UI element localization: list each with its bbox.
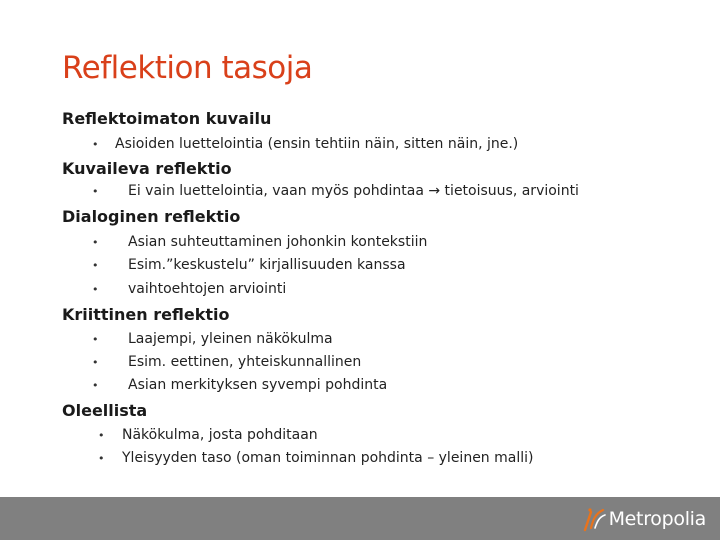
bullet-icon: • xyxy=(92,138,99,151)
list-item: Ei vain luettelointia, vaan myös pohdintaa → tietoisuus, arviointi xyxy=(128,183,579,199)
list-item: Asian suhteuttaminen johonkin kontekstiin xyxy=(128,234,428,250)
list-item: Laajempi, yleinen näkökulma xyxy=(128,331,333,347)
bullet-icon: • xyxy=(92,185,99,198)
bullet-icon: • xyxy=(92,356,99,369)
logo-text: Metropolia xyxy=(608,508,706,530)
section-heading-reflektoimaton: Reflektoimaton kuvailu xyxy=(62,109,272,128)
bullet-icon: • xyxy=(92,236,99,249)
list-item: Asioiden luettelointia (ensin tehtiin näin, sitten näin, jne.) xyxy=(115,136,519,152)
slide-title: Reflektion tasoja xyxy=(62,50,313,86)
bullet-icon: • xyxy=(92,283,99,296)
list-item: Yleisyyden taso (oman toiminnan pohdinta – yleinen malli) xyxy=(122,450,534,466)
list-item: Näkökulma, josta pohditaan xyxy=(122,427,318,443)
metropolia-logo xyxy=(581,505,706,533)
list-item: Asian merkityksen syvempi pohdinta xyxy=(128,377,388,393)
bullet-icon: • xyxy=(98,452,105,465)
bullet-icon: • xyxy=(92,379,99,392)
list-item: vaihtoehtojen arviointi xyxy=(128,281,287,297)
section-heading-kuvaileva: Kuvaileva reflektio xyxy=(62,159,232,178)
bullet-icon: • xyxy=(98,429,105,442)
section-heading-kriittinen: Kriittinen reflektio xyxy=(62,305,230,324)
section-heading-dialoginen: Dialoginen reflektio xyxy=(62,207,241,226)
section-heading-oleellista: Oleellista xyxy=(62,401,148,420)
list-item: Esim.”keskustelu” kirjallisuuden kanssa xyxy=(128,257,406,273)
bullet-icon: • xyxy=(92,333,99,346)
footer-bar xyxy=(0,497,720,540)
bullet-icon: • xyxy=(92,259,99,272)
list-item: Esim. eettinen, yhteiskunnallinen xyxy=(128,354,362,370)
metropolia-mark-icon xyxy=(581,506,607,532)
